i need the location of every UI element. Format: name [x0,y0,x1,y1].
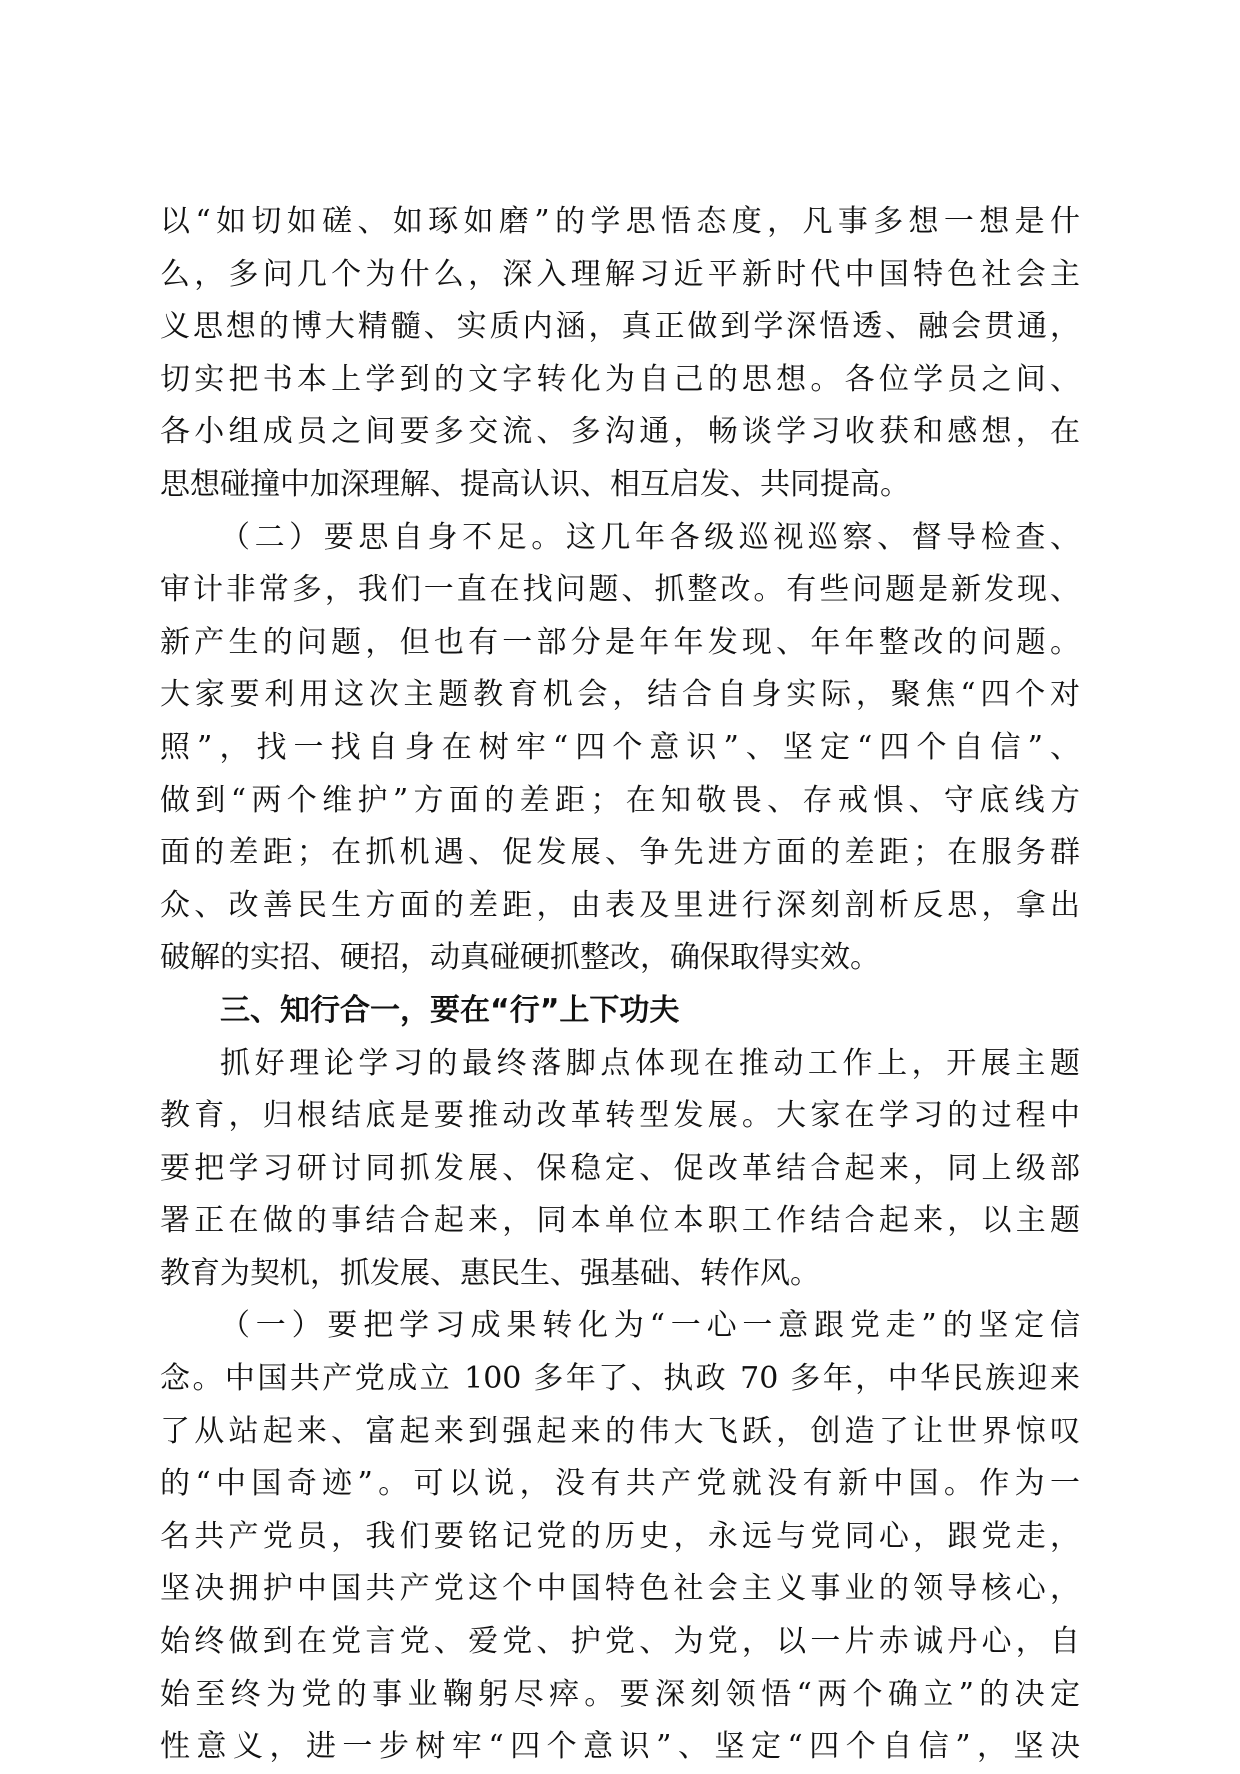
text-line: 以“如切如磋、如琢如磨”的学思悟态度，凡事多想一想是什 [160,204,1080,239]
text-line: 教育，归根结底是要推动改革转型发展。大家在学习的过程中 [160,1098,1080,1134]
text-line: （二）要思自身不足。这几年各级巡视巡察、督导检查、 [220,519,1080,555]
text-line: 审计非常多，我们一直在找问题、抓整改。有些问题是新发现、 [160,572,1080,608]
text-line: 照”，找一找自身在树牢“四个意识”、坚定“四个自信”、 [160,729,1080,765]
text-line: 性意义，进一步树牢“四个意识”、坚定“四个自信”，坚决 [160,1729,1080,1765]
document-body [160,196,1080,1774]
text-line: 署正在做的事结合起来，同本单位本职工作结合起来，以主题 [160,1203,1080,1239]
text-line: 念。中国共产党成立 100 多年了、执政 70 多年，中华民族迎来 [160,1361,1080,1397]
text-line: 教育为契机，抓发展、惠民生、强基础、转作风。 [160,1255,820,1291]
text-line: 新产生的问题，但也有一部分是年年发现、年年整改的问题。 [160,624,1080,660]
text-line: 切实把书本上学到的文字转化为自己的思想。各位学员之间、 [160,361,1080,397]
text-line: 要把学习研讨同抓发展、保稳定、促改革结合起来，同上级部 [160,1150,1080,1186]
text-line: 义思想的博大精髓、实质内涵，真正做到学深悟透、融会贯通， [160,309,1080,345]
text-line: 面的差距；在抓机遇、促发展、争先进方面的差距；在服务群 [160,835,1080,871]
section-heading: 三、知行合一，要在“行”上下功夫 [220,992,680,1028]
text-line: 各小组成员之间要多交流、多沟通，畅谈学习收获和感想，在 [160,414,1080,450]
text-line: 名共产党员，我们要铭记党的历史，永远与党同心，跟党走， [160,1518,1080,1554]
text-line: 始终做到在党言党、爱党、护党、为党，以一片赤诚丹心，自 [160,1624,1080,1660]
text-line: 做到“两个维护”方面的差距；在知敬畏、存戒惧、守底线方 [160,782,1080,818]
text-line: 众、改善民生方面的差距，由表及里进行深刻剖析反思，拿出 [160,887,1080,923]
text-line: 破解的实招、硬招，动真碰硬抓整改，确保取得实效。 [160,940,880,976]
text-line: 的“中国奇迹”。可以说，没有共产党就没有新中国。作为一 [160,1466,1080,1502]
text-line: 坚决拥护中国共产党这个中国特色社会主义事业的领导核心， [160,1571,1080,1607]
text-line: 大家要利用这次主题教育机会，结合自身实际，聚焦“四个对 [160,677,1080,713]
text-line: 么，多问几个为什么，深入理解习近平新时代中国特色社会主 [160,256,1080,292]
text-line: 抓好理论学习的最终落脚点体现在推动工作上，开展主题 [220,1045,1080,1081]
text-line: 始至终为党的事业鞠躬尽瘁。要深刻领悟“两个确立”的决定 [160,1676,1080,1712]
text-line: 了从站起来、富起来到强起来的伟大飞跃，创造了让世界惊叹 [160,1413,1080,1449]
text-line: 思想碰撞中加深理解、提高认识、相互启发、共同提高。 [160,466,910,502]
text-line: （一）要把学习成果转化为“一心一意跟党走”的坚定信 [220,1308,1080,1344]
